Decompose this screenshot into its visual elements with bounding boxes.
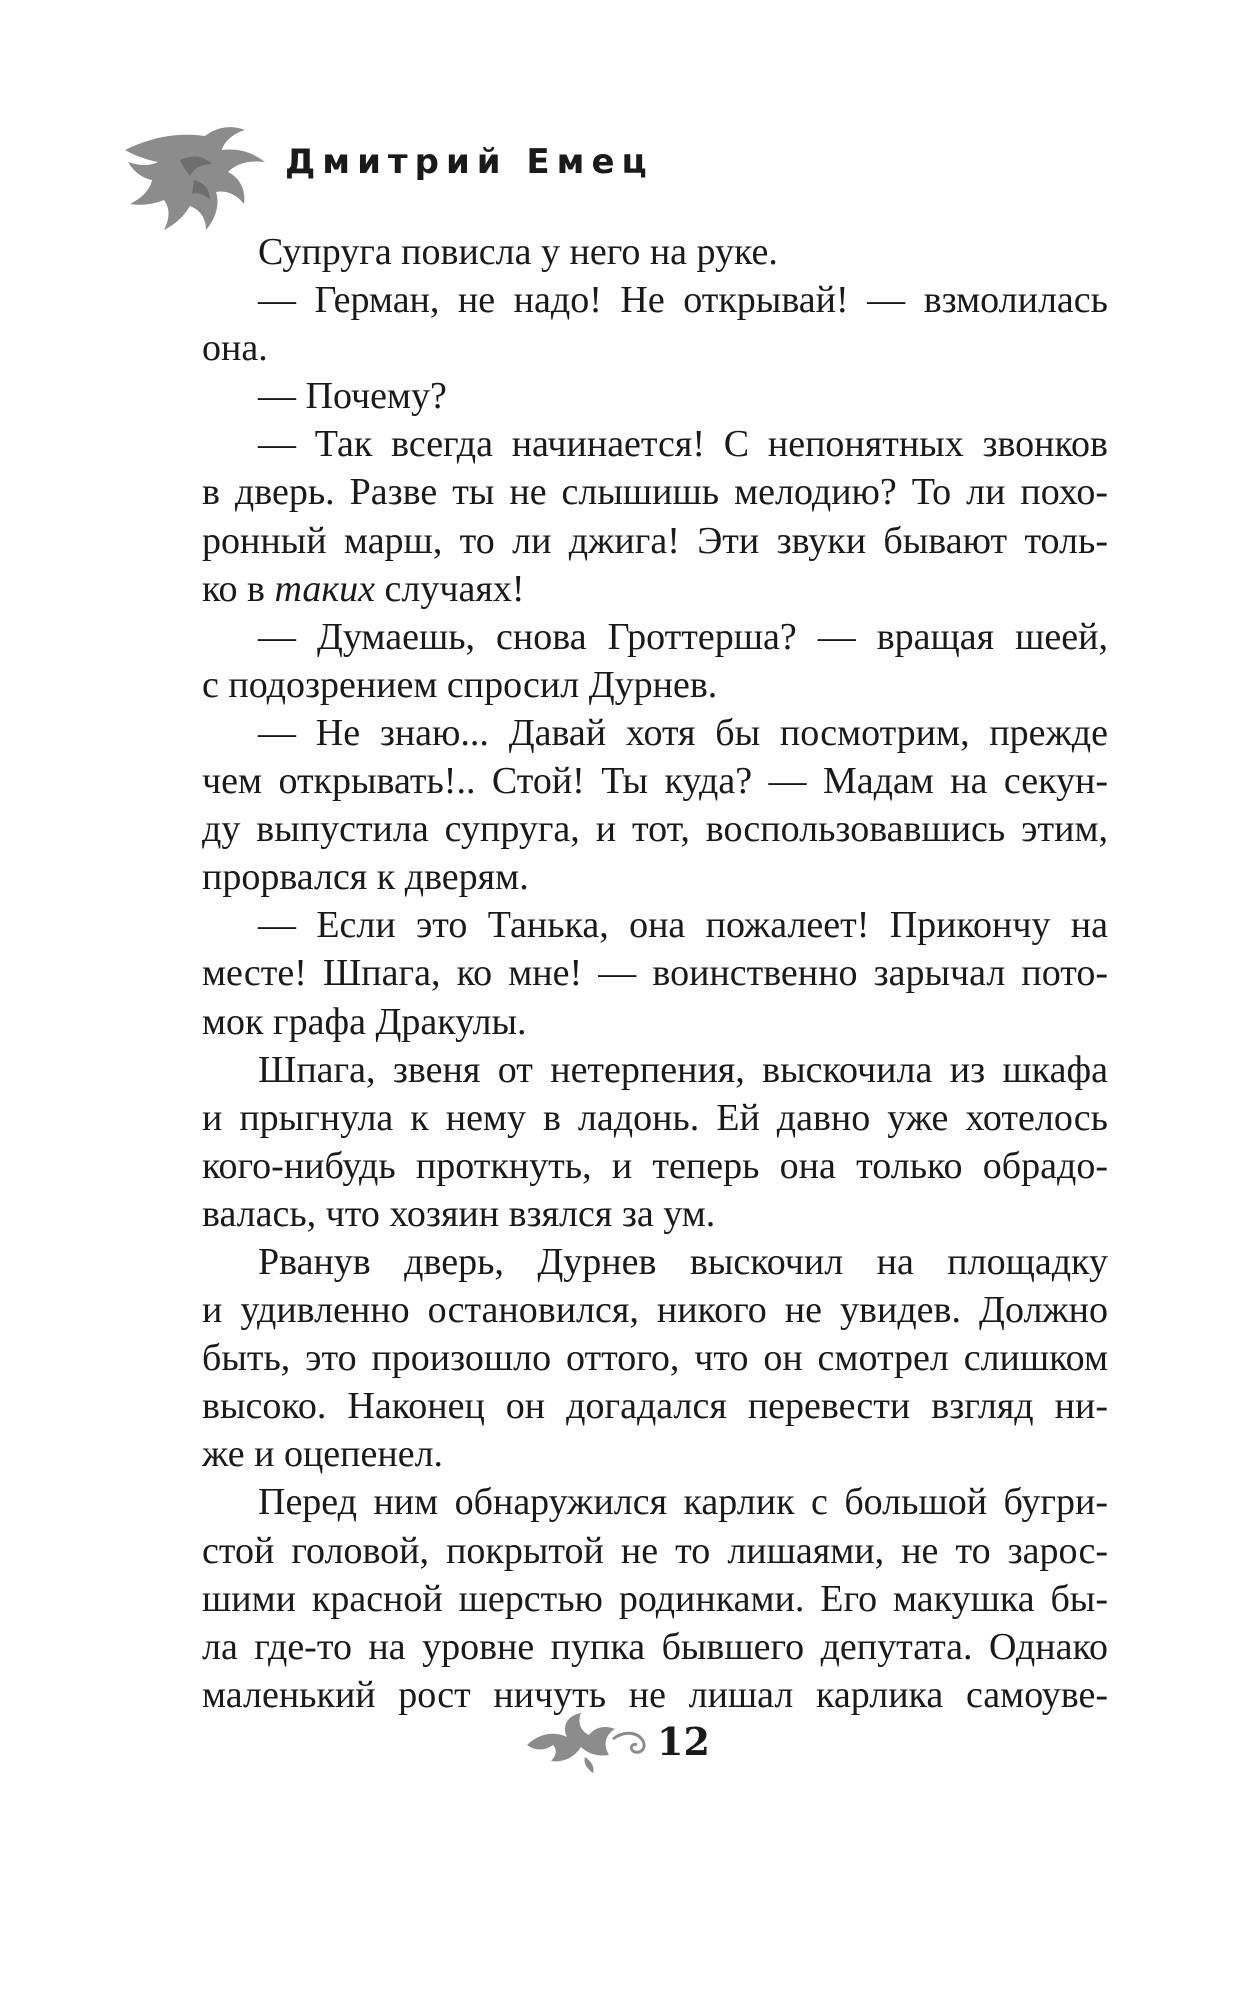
text-line: мок графа Дракулы. [202,1000,527,1043]
text-line: Супруга повисла у него на руке. [258,231,778,273]
text-line: месте! Шпага, ко мне! — воинственно зарычал пото- [202,952,1108,995]
text-line: же и оцепенел. [202,1433,444,1476]
text-line: маленький рост ничуть не лишал карлика самоуве- [202,1673,1108,1716]
text-line: стой головой, покрытой не то лишаями, не то зарос- [202,1529,1108,1572]
text-line: с подозрением спросил Дурнев. [202,663,718,706]
text-line: — Герман, не надо! Не открывай! — взмолилась [258,279,1108,322]
text-line: Перед ним обнаружился карлик с большой бугри- [258,1481,1108,1524]
text-line: — Так всегда начинается! С непонятных звонков [258,423,1108,466]
page-footer [525,1705,775,1775]
dragon-icon [120,120,270,240]
page-number: 12 [657,1719,710,1764]
text-line: шими красной шерстью родинками. Его макушка бы- [202,1577,1108,1620]
text-line: — Не знаю... Давай хотя бы посмотрим, прежде [258,711,1108,754]
author-name: Дмитрий Емец [285,142,654,182]
text-line: высоко. Наконец он догадался перевести взгляд ни- [202,1385,1108,1428]
leaf-swirl-icon [525,1705,650,1775]
text-line: и прыгнула к нему в ладонь. Ей давно уже хотелось [202,1096,1108,1139]
text-line: ду выпустила супруга, и тот, воспользовавшись этим, [202,808,1108,851]
text-line: — Думаешь, снова Гроттерша? — вращая шеей, [258,615,1108,658]
text-line: — Почему? [258,375,447,418]
text-line: ронный марш, то ли джига! Эти звуки бывают толь- [202,519,1108,562]
text-line: Шпага, звеня от нетерпения, выскочила из шкафа [258,1048,1108,1091]
text-line: ла где-то на уровне пупка бывшего депутата. Однако [202,1625,1108,1668]
text-line: Рванув дверь, Дурнев выскочил на площадку [258,1240,1108,1283]
text-line: ко в таких случаях! [202,567,525,610]
text-line: чем открывать!.. Стой! Ты куда? — Мадам на секун- [202,760,1108,803]
text-line: она. [202,327,268,370]
body-text [202,228,1108,1719]
text-line: прорвался к дверям. [202,856,529,899]
text-line: валась, что хозяин взялся за ум. [202,1192,716,1235]
text-line: — Если это Танька, она пожалеет! Прикончу на [258,904,1108,947]
text-line: кого-нибудь проткнуть, и теперь она только обрадо- [202,1144,1108,1187]
text-line: и удивленно остановился, никого не увидев. Должно [202,1289,1108,1332]
text-line: в дверь. Разве ты не слышишь мелодию? То ли похо- [202,471,1108,514]
text-line: быть, это произошло оттого, что он смотрел слишком [202,1337,1108,1380]
